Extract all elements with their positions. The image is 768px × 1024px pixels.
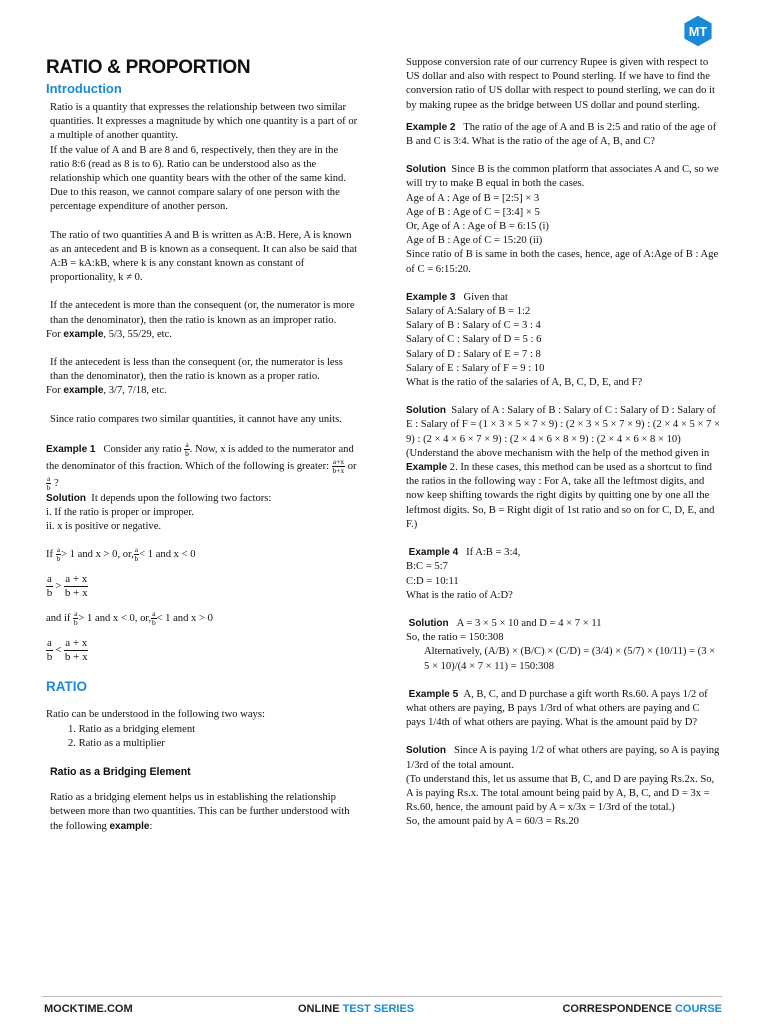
- solution-5-result: So, the amount paid by A = 60/3 = Rs.20: [406, 816, 579, 828]
- solution-4-alternative: Alternatively, (A/B) × (B/C) × (C/D) = (3/4) × (5/7) × (10/11) = (3 × 5 × 10)/(4 × 7 × 11) = 150:308: [424, 646, 716, 672]
- fraction-a-over-b: $\frac{a}{b}$: [185, 439, 189, 458]
- solution-2-line: Age of B : Age of C = 15:20 (ii): [406, 235, 543, 247]
- solution-3-explanation: (Understand the above mechanism with the help of the method given in Example 2. In these cases, this method can be used as a shortcut to find the ratios in the following way : For A, take all the leftmost digits, and now keep shifting towards the right digits by quitting one by one all the leftmost digits. So, B = Right digit of 1st ratio and so on for C, D, E, and F.): [406, 447, 715, 530]
- solution-2: Solution Since B is the common platform that associates A and C, so we will try to make B equal in both the cases.: [406, 164, 719, 190]
- bridging-paragraph: Ratio as a bridging element helps us in establishing the relationship between more than two quantities. This can be further understood with the following example:: [50, 792, 350, 832]
- solution-3: Solution Salary of A : Salary of B : Salary of C : Salary of D : Salary of E : Salary of F = (1 × 3 × 5 × 7 × 9) : (2 × 3 × 5 × 7 × 9) : (2 × 4 × 5 × 7 × 9) : (2 × 4 × 6 × 7 × 9) : (2 × 4 × 6 × 8 × 9) : (2 × 4 × 6 × 8 × 10): [406, 405, 720, 445]
- solution-2-line: Or, Age of A : Age of B = 6:15 (i): [406, 221, 549, 233]
- page-title: RATIO & PROPORTION: [46, 57, 251, 78]
- ratio-heading: RATIO: [46, 679, 87, 695]
- list-item: 1. Ratio as a bridging element: [68, 723, 196, 735]
- example-5: Example 5 A, B, C, and D purchase a gift worth Rs.60. A pays 1/2 of what others are paying, B pays 1/3rd of what others are paying and C pays 1/4th of what others are paying. What is the amount paid by D?: [406, 688, 708, 729]
- solution-5: Solution Since A is paying 1/2 of what others are paying, so A is paying 1/3rd of the total amount.: [406, 745, 720, 771]
- intro-paragraph-2: If the value of A and B are 8 and 6, respectively, then they are in the ratio 8:6 (read as 8 is to 6). Ratio can be understood also as the relationship which one quantity bears with the other of the same kind. Due to this reason, we cannot compare salary of one person with the percentage expenditure of another person.: [50, 144, 346, 213]
- solution-2-line: Age of B : Age of C = [3:4] × 5: [406, 206, 540, 218]
- example-4-line: B:C = 5:7: [406, 561, 448, 573]
- example-4: Example 4 If A:B = 3:4,: [408, 547, 521, 559]
- fraction-a-over-b: $\frac{a}{b}$: [46, 473, 51, 492]
- inequality-less: $\frac{a}{b}$ < $\frac{a + x}{b + x}$: [46, 637, 88, 664]
- page-footer: [42, 996, 722, 1017]
- footer-online-test-series: ONLINE TEST SERIES: [298, 1003, 415, 1015]
- bridging-heading: Ratio as a Bridging Element: [50, 766, 191, 779]
- left-column: [46, 56, 360, 834]
- example-4-line: C:D = 10:11: [406, 575, 459, 587]
- solution-1-factor-i: i. If the ratio is proper or improper.: [46, 507, 194, 519]
- solution-1-factor-ii: ii. x is positive or negative.: [46, 521, 162, 533]
- footer-correspondence-course: CORRESPONDENCE COURSE: [562, 1003, 722, 1015]
- example-2: Example 2 The ratio of the age of A and B is 2:5 and ratio of the age of B and C is 3:4. What is the ratio of the age of A, B, and C?: [406, 121, 717, 148]
- units-paragraph: Since ratio compares two similar quantities, it cannot have any units.: [50, 413, 342, 425]
- mocktime-logo-icon: [681, 14, 715, 48]
- solution-4-line: So, the ratio = 150:308: [406, 632, 504, 644]
- example-3-line: Salary of A:Salary of B = 1:2: [406, 306, 531, 318]
- example-4-line: What is the ratio of A:D?: [406, 589, 513, 601]
- footer-site-link[interactable]: MOCKTIME.COM: [44, 1003, 133, 1015]
- improper-ratio-paragraph: If the antecedent is more than the consequent (or, the numerator is more than the denominator), then the ratio is known as an improper ratio.: [50, 300, 355, 326]
- example-3-line: What is the ratio of the salaries of A, B, C, D, E, and F?: [406, 377, 643, 389]
- right-column: [406, 56, 720, 830]
- intro-heading: Introduction: [46, 81, 122, 96]
- currency-paragraph: Suppose conversion rate of our currency Rupee is given with respect to US dollar and also with respect to Pound sterling. If we have to find the conversion ratio of US dollar with respect to pound sterling, we can do it by making rupee as the bridge between US dollar and pound sterling.: [406, 57, 715, 111]
- solution-1: Solution It depends upon the following two factors:: [46, 492, 272, 504]
- logo-text: MT: [688, 24, 708, 40]
- list-item: 2. Ratio as a multiplier: [68, 737, 165, 749]
- solution-5-explanation: (To understand this, let us assume that B, C, and D are paying Rs.2x. So, A is paying Rs.x. The total amount being paid by A, B, C, and D = 3x = Rs.60, hence, the amount paid by A = x/3x = 1/3rd of the total.): [406, 773, 715, 814]
- example-3-line: Salary of E : Salary of F = 9 : 10: [406, 362, 545, 374]
- fraction-ax-over-bx: $\frac{a+x}{b+x}$: [332, 456, 345, 475]
- improper-ratio-example: For example, 5/3, 55/29, etc.: [46, 328, 172, 340]
- example-3-line: Salary of D : Salary of E = 7 : 8: [406, 348, 541, 360]
- example-3-line: Salary of B : Salary of C = 3 : 4: [406, 320, 541, 332]
- example-3: Example 3 Given that: [406, 291, 508, 303]
- intro-paragraph-3: The ratio of two quantities A and B is written as A:B. Here, A is known as an antecedent and B is known as a consequent. It can also be said that A:B = kA:kB, where k is any constant known as constant of proportionality, k ≠ 0.: [50, 229, 358, 284]
- proper-ratio-paragraph: If the antecedent is less than the consequent (or, the numerator is less than the denominator), then the ratio is known as a proper ratio.: [50, 357, 343, 383]
- proper-ratio-example: For example, 3/7, 7/18, etc.: [46, 385, 167, 397]
- solution-2-line: Since ratio of B is same in both the cases, hence, age of A:Age of B : Age of C = 6:15:20.: [406, 249, 719, 275]
- solution-4: Solution A = 3 × 5 × 10 and D = 4 × 7 × 11: [408, 617, 602, 629]
- intro-paragraph-1: Ratio is a quantity that expresses the relationship between two similar quantities. It expresses a magnitude by which one quantity is a part of or a multiple of another quantity.: [50, 102, 358, 142]
- inequality-greater: $\frac{a}{b}$ > $\frac{a + x}{b + x}$: [46, 573, 88, 600]
- example-3-line: Salary of C : Salary of D = 5 : 6: [406, 334, 542, 346]
- ratio-types-list: [46, 723, 360, 751]
- example-1: Example 1 Consider any ratio $\frac{a}{b}$ . Now, x is added to the numerator and the denominator of this fraction. Which of the following is greater: $\frac{a+x}{b+x}$ or $\frac{a}{b}$ ?: [46, 439, 357, 492]
- ratio-intro: Ratio can be understood in the following two ways:: [46, 709, 265, 721]
- condition-2: and if $\frac{a}{b}$ > 1 and x < 0, or, $\frac{a}{b}$ < 1 and x > 0: [46, 609, 213, 628]
- condition-1: If $\frac{a}{b}$ > 1 and x > 0, or, $\frac{a}{b}$ < 1 and x < 0: [46, 545, 196, 564]
- solution-2-line: Age of A : Age of B = [2:5] × 3: [406, 192, 540, 204]
